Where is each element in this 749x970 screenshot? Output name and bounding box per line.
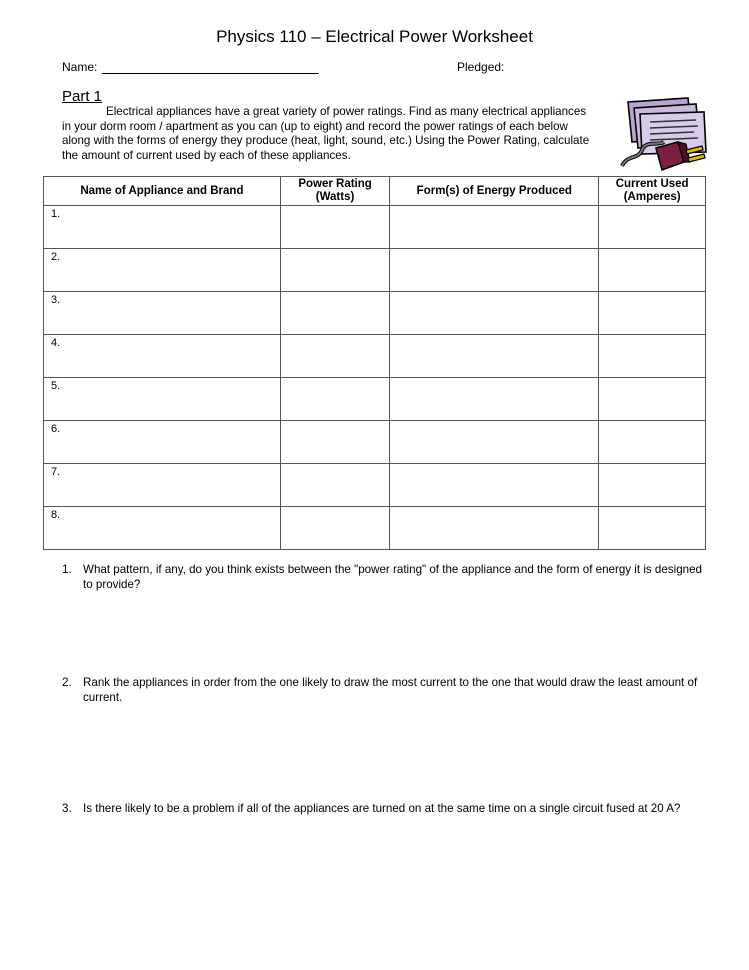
- cell-current[interactable]: [599, 464, 706, 507]
- row-number: 5.: [51, 380, 61, 392]
- cell-energy[interactable]: [390, 206, 599, 249]
- row-number: 4.: [51, 337, 61, 349]
- table-row: [44, 335, 706, 378]
- cell-current[interactable]: [599, 206, 706, 249]
- cell-name[interactable]: [44, 378, 281, 421]
- cell-current[interactable]: [599, 249, 706, 292]
- table-header-row: [44, 177, 706, 206]
- table-row: [44, 206, 706, 249]
- cell-name[interactable]: [44, 206, 281, 249]
- header-current: Current Used (Amperes): [599, 177, 706, 206]
- row-number: 1.: [51, 208, 61, 220]
- cell-energy[interactable]: [390, 292, 599, 335]
- cell-energy[interactable]: [390, 464, 599, 507]
- cell-power[interactable]: [280, 335, 390, 378]
- cell-power[interactable]: [280, 507, 390, 550]
- cell-energy[interactable]: [390, 335, 599, 378]
- page-title: Physics 110 – Electrical Power Worksheet: [216, 27, 533, 46]
- pledged-label: Pledged:: [457, 60, 505, 74]
- cell-power[interactable]: [280, 421, 390, 464]
- cell-power[interactable]: [280, 292, 390, 335]
- header-power: Power Rating (Watts): [280, 177, 390, 206]
- row-number: 8.: [51, 509, 61, 521]
- part-title: Part 1: [62, 88, 103, 105]
- cell-current[interactable]: [599, 292, 706, 335]
- cell-power[interactable]: [280, 249, 390, 292]
- cell-power[interactable]: [280, 378, 390, 421]
- question-text: What pattern, if any, do you think exists between the "power rating" of the appliance and the form of energy it is designed to provide?: [83, 563, 702, 591]
- cell-energy[interactable]: [390, 249, 599, 292]
- row-number: 3.: [51, 294, 61, 306]
- cell-energy[interactable]: [390, 378, 599, 421]
- cell-power[interactable]: [280, 206, 390, 249]
- cell-current[interactable]: [599, 378, 706, 421]
- cell-energy[interactable]: [390, 507, 599, 550]
- cell-current[interactable]: [599, 421, 706, 464]
- table-row: [44, 378, 706, 421]
- cell-name[interactable]: [44, 249, 281, 292]
- power-plug-papers-icon: [618, 96, 712, 176]
- name-label: Name:: [62, 60, 98, 74]
- header-name: Name of Appliance and Brand: [44, 177, 281, 206]
- question-number: 2.: [62, 676, 72, 689]
- cell-name[interactable]: [44, 421, 281, 464]
- cell-current[interactable]: [599, 335, 706, 378]
- cell-name[interactable]: [44, 464, 281, 507]
- row-number: 6.: [51, 423, 61, 435]
- cell-power[interactable]: [280, 464, 390, 507]
- cell-energy[interactable]: [390, 421, 599, 464]
- question-text: Is there likely to be a problem if all of the appliances are turned on at the same time on a single circuit fused at 20 A?: [83, 802, 681, 815]
- question-number: 1.: [62, 563, 72, 576]
- question-item: [62, 676, 702, 705]
- intro-paragraph: [62, 105, 597, 163]
- intro-text: Electrical appliances have a great variety of power ratings. Find as many electrical appliances in your dorm room / apartment as you can (up to eight) and record the power ratings of each below along with the forms of energy they produce (heat, light, sound, etc.) Using the Power Rating, calculate the amount of current used by each of these appliances.: [62, 105, 590, 162]
- cell-name[interactable]: [44, 335, 281, 378]
- question-number: 3.: [62, 802, 72, 815]
- question-text: Rank the appliances in order from the one likely to draw the most current to the one that would draw the least amount of current.: [83, 676, 698, 704]
- table-row: [44, 507, 706, 550]
- question-item: [62, 563, 702, 592]
- table-row: [44, 249, 706, 292]
- name-line[interactable]: [102, 73, 319, 74]
- cell-name[interactable]: [44, 507, 281, 550]
- row-number: 7.: [51, 466, 61, 478]
- cell-name[interactable]: [44, 292, 281, 335]
- header-energy: Form(s) of Energy Produced: [390, 177, 599, 206]
- cell-current[interactable]: [599, 507, 706, 550]
- appliance-table: [43, 176, 706, 550]
- table-row: [44, 292, 706, 335]
- table-row: [44, 421, 706, 464]
- question-item: [62, 802, 702, 817]
- row-number: 2.: [51, 251, 61, 263]
- table-row: [44, 464, 706, 507]
